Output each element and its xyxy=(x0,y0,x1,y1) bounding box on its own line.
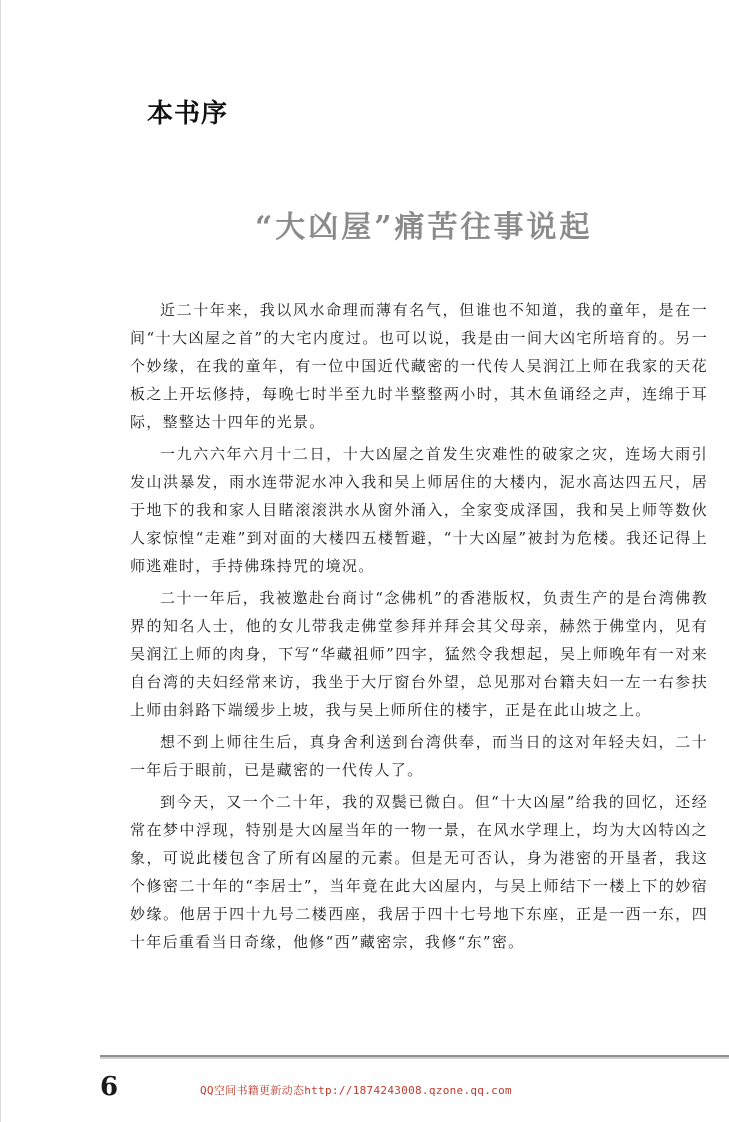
page-number: 6 xyxy=(100,1072,119,1102)
body-text xyxy=(130,296,708,960)
footer-note: QQ空间书籍更新动态http://1874243008.qzone.qq.com xyxy=(200,1084,512,1097)
paragraph-4: 想不到上师往生后，真身舍利送到台湾供奉，而当日的这对年轻夫妇，二十一年后于眼前，已是藏密的一代传人了。 xyxy=(130,733,708,779)
paragraph-1: 近二十年来，我以风水命理而薄有名气，但谁也不知道，我的童年，是在一间“十大凶屋之首”的大宅内度过。也可以说，我是由一间大凶宅所培育的。另一个妙缘，在我的童年，有一位中国近代藏密的一代传人吴润江上师在我家的天花板之上开坛修持，每晚七时半至九时半整整两小时，其木鱼诵经之声，连绵于耳际，整整达十四年的光景。 xyxy=(130,301,708,431)
section-heading: 本书序 xyxy=(147,99,229,129)
paragraph-5: 到今天，又一个二十年，我的双鬓已微白。但“十大凶屋”给我的回忆，还经常在梦中浮现，特别是大凶屋当年的一物一景，在风水学理上，均为大凶特凶之象，可说此楼包含了所有凶屋的元素。但是无可否认，身为港密的开垦者，我这个修密二十年的“李居士”，当年竟在此大凶屋内，与吴上师结下一楼上下的妙宿妙缘。他居于四十九号二楼西座，我居于四十七号地下东座，正是一西一东，四十年后重看当日奇缘，他修“西”藏密宗，我修“东”密。 xyxy=(130,793,708,951)
chapter-title: “大凶屋”痛苦往事说起 xyxy=(255,210,593,245)
paragraph-3: 二十一年后，我被邀赴台商讨“念佛机”的香港版权，负责生产的是台湾佛教界的知名人士，他的女儿带我走佛堂参拜并拜会其父母亲，赫然于佛堂内，见有吴润江上师的肉身，下写“华藏祖师”四字，猛然令我想起，吴上师晚年有一对来自台湾的夫妇经常来访，我坐于大厅窗台外望，总见那对台籍夫妇一左一右参扶上师由斜路下端缓步上坡，我与吴上师所住的楼宇，正是在此山坡之上。 xyxy=(130,589,708,719)
footer-rule xyxy=(100,1055,729,1057)
paragraph-2: 一九六六年六月十二日，十大凶屋之首发生灾难性的破家之灾，连场大雨引发山洪暴发，雨水连带泥水冲入我和吴上师居住的大楼内，泥水高达四五尺，居于地下的我和家人目睹滚滚洪水从窗外涌入，全家变成泽国，我和吴上师等数伙人家惊惶“走难”到对面的大楼四五楼暂避，“十大凶屋”被封为危楼。我还记得上师逃难时，手持佛珠持咒的境况。 xyxy=(130,445,708,575)
